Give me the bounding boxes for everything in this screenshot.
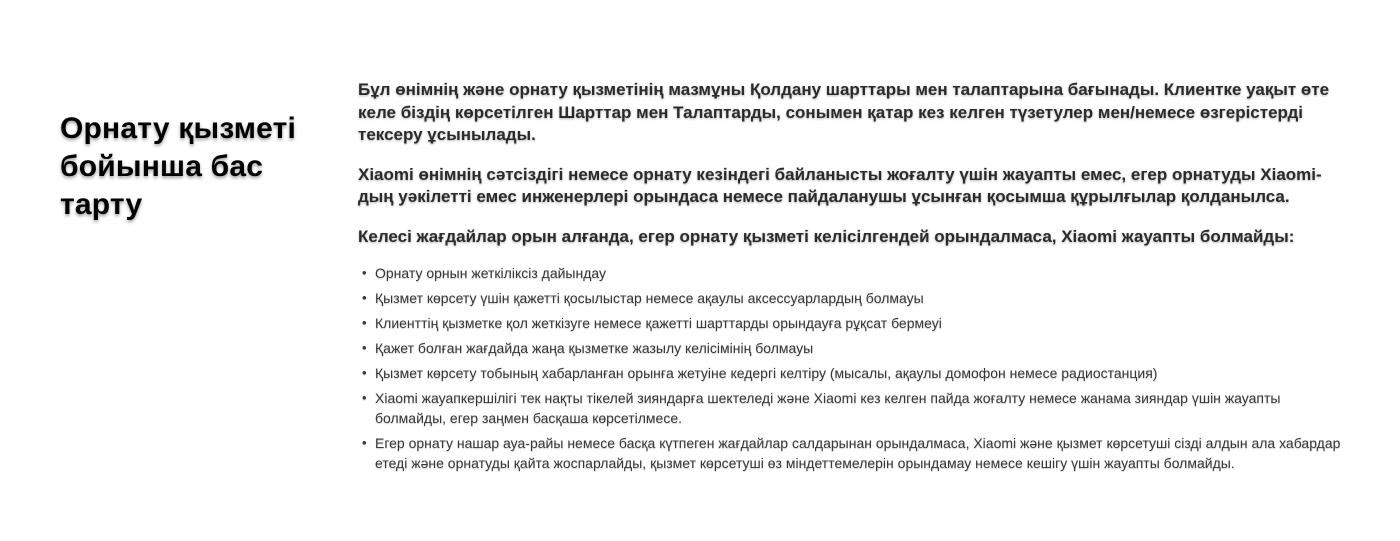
list-item-text: Орнату орнын жеткіліксіз дайындау	[375, 265, 607, 281]
list-item	[362, 363, 1350, 383]
paragraph-list-intro: Келесі жағдайлар орын алғанда, егер орнату қызметі келісілгендей орындалмаса, Xiaomi жауапты болмайды:	[358, 226, 1295, 246]
list-item	[362, 313, 1350, 333]
heading-column	[60, 110, 320, 224]
page-title: Орнату қызметі бойынша бас тарту	[60, 112, 297, 221]
bullet-dot-icon: •	[362, 365, 367, 380]
paragraph-terms: Бұл өнімнің және орнату қызметінің мазмұны Қолдану шарттары мен талаптарына бағынады. Клиентке уақыт өте келе біздің көрсетілген Шарттар мен Талаптарды, сонымен қатар кез келген түзетулер мен/немесе өзгерістерді тексеру ұсынылады.	[358, 80, 1330, 144]
list-item	[362, 433, 1350, 473]
list-item-text: Қызмет көрсету тобының хабарланған орынға жетуіне кедергі келтіру (мысалы, ақаулы домофон немесе радиостанция)	[375, 365, 1158, 381]
bullet-dot-icon: •	[362, 435, 367, 450]
list-item	[362, 338, 1350, 358]
paragraph-liability: Xiaomi өнімнің сәтсіздігі немесе орнату кезіндегі байланысты жоғалту үшін жауапты емес, егер орнатуды Xiaomi-дың уәкілетті емес инженерлері орындаса немесе пайдаланушы ұсынған қосымша құрылғылар қолданылса.	[358, 164, 1322, 206]
bullet-dot-icon: •	[362, 265, 367, 280]
bullet-dot-icon: •	[362, 290, 367, 305]
content-column	[358, 79, 1350, 478]
list-item-text: Xiaomi жауапкершілігі тек нақты тікелей зияндарға шектеледі және Xiaomi кез келген пайда жоғалту немесе жанама зияндар үшін жауапты болмайды, егер заңмен басқаша көрсетілмесе.	[375, 390, 1281, 426]
list-item-text: Егер орнату нашар ауа-райы немесе басқа күтпеген жағдайлар салдарынан орындалмаса, Xiaomi және қызмет көрсетуші сізді алдын ала хабардар етеді және орнатуды қайта жоспарлайды, қызмет көрсетуші өз міндеттемелерін орындамау немесе кешігу үшін жауапты болмайды.	[375, 435, 1341, 471]
disclaimer-bullet-list	[358, 263, 1350, 473]
bullet-dot-icon: •	[362, 340, 367, 355]
list-item-text: Клиенттің қызметке қол жеткізуге немесе қажетті шарттарды орындауға рұқсат бермеуі	[375, 315, 942, 331]
bullet-dot-icon: •	[362, 390, 367, 405]
list-item	[362, 263, 1350, 283]
list-item-text: Қызмет көрсету үшін қажетті қосылыстар немесе ақаулы аксессуарлардың болмауы	[375, 290, 924, 306]
list-item-text: Қажет болған жағдайда жаңа қызметке жазылу келісімінің болмауы	[375, 340, 814, 356]
bullet-dot-icon: •	[362, 315, 367, 330]
list-item	[362, 288, 1350, 308]
list-item	[362, 388, 1350, 428]
